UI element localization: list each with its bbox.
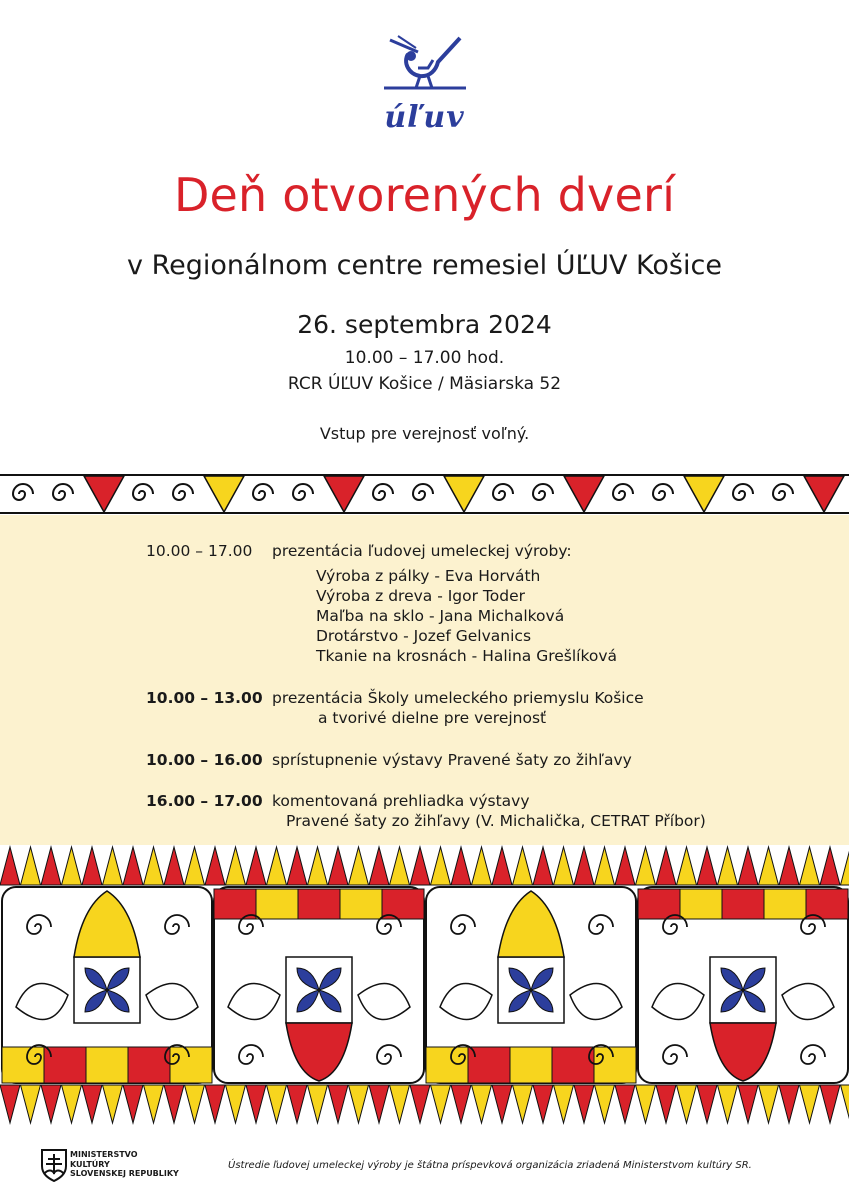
small-triangle-ornament: [554, 847, 574, 885]
small-triangle-ornament: [513, 1085, 533, 1123]
small-triangle-ornament: [287, 847, 307, 885]
small-triangle-ornament: [738, 847, 758, 885]
small-triangle-ornament: [451, 847, 471, 885]
program-time: 10.00 – 17.00: [146, 542, 253, 560]
program-text: prezentácia ľudovej umeleckej výroby:: [272, 542, 572, 560]
small-triangle-ornament: [369, 847, 389, 885]
program-text-continued: a tvorivé dielne pre verejnosť: [318, 709, 547, 727]
program-text: sprístupnenie výstavy Pravené šaty zo žihľavy: [272, 751, 632, 769]
small-triangle-ornament: [431, 1085, 451, 1123]
small-triangle-ornament: [677, 1085, 697, 1123]
program-time: 10.00 – 16.00: [146, 751, 263, 769]
small-triangle-ornament: [390, 1085, 410, 1123]
small-triangle-ornament: [410, 847, 430, 885]
color-cell: [426, 1047, 468, 1083]
program-text: komentovaná prehliadka výstavy: [272, 792, 530, 810]
ministry-line: SLOVENSKEJ REPUBLIKY: [70, 1169, 179, 1178]
small-triangle-ornament: [800, 847, 820, 885]
small-triangle-ornament: [841, 1085, 849, 1123]
color-cell: [340, 889, 382, 919]
small-triangle-ornament: [779, 847, 799, 885]
small-triangle-ornament: [267, 1085, 287, 1123]
small-triangle-ornament: [410, 1085, 430, 1123]
color-cell: [594, 1047, 636, 1083]
small-triangle-ornament: [62, 847, 82, 885]
small-triangle-ornament: [41, 847, 61, 885]
small-triangle-ornament: [615, 847, 635, 885]
slovak-coat-of-arms-icon: [40, 1148, 68, 1182]
small-triangle-ornament: [656, 1085, 676, 1123]
small-triangle-ornament: [62, 1085, 82, 1123]
color-cell: [510, 1047, 552, 1083]
small-triangle-ornament: [328, 847, 348, 885]
small-triangle-ornament: [615, 1085, 635, 1123]
small-triangle-ornament: [82, 847, 102, 885]
small-triangle-ornament: [308, 847, 328, 885]
small-triangle-ornament: [492, 1085, 512, 1123]
color-cell: [128, 1047, 170, 1083]
small-triangle-ornament: [82, 1085, 102, 1123]
bird-logo-icon: [378, 32, 470, 94]
small-triangle-ornament: [246, 847, 266, 885]
small-triangle-ornament: [226, 847, 246, 885]
small-triangle-ornament: [0, 1085, 20, 1123]
small-triangle-ornament: [472, 1085, 492, 1123]
small-triangle-ornament: [472, 847, 492, 885]
ministry-line: KULTÚRY: [70, 1159, 110, 1169]
color-cell: [170, 1047, 212, 1083]
small-triangle-ornament: [123, 847, 143, 885]
small-triangle-ornament: [656, 847, 676, 885]
small-triangle-ornament: [144, 847, 164, 885]
small-triangle-ornament: [697, 1085, 717, 1123]
program-item: Výroba z pálky - Eva Horváth: [316, 567, 541, 585]
program-item: Tkanie na krosnách - Halina Grešlíková: [316, 647, 618, 665]
small-triangle-ornament: [636, 847, 656, 885]
program-item: Drotárstvo - Jozef Gelvanics: [316, 627, 532, 645]
small-triangle-ornament: [820, 847, 840, 885]
small-triangle-ornament: [677, 847, 697, 885]
small-triangle-ornament: [451, 1085, 471, 1123]
color-cell: [298, 889, 340, 919]
small-triangle-ornament: [595, 1085, 615, 1123]
small-triangle-ornament: [0, 847, 20, 885]
small-triangle-ornament: [533, 847, 553, 885]
small-triangle-ornament: [759, 1085, 779, 1123]
ornament-border-top: [0, 474, 849, 514]
small-triangle-ornament: [513, 847, 533, 885]
small-triangle-ornament: [349, 847, 369, 885]
small-triangle-ornament: [738, 1085, 758, 1123]
small-triangle-ornament: [369, 1085, 389, 1123]
small-triangle-ornament: [718, 847, 738, 885]
color-cell: [764, 889, 806, 919]
small-triangle-ornament: [759, 847, 779, 885]
small-triangle-ornament: [164, 847, 184, 885]
entry-note: Vstup pre verejnosť voľný.: [319, 424, 530, 443]
event-place: RCR ÚĽUV Košice / Mäsiarska 52: [287, 374, 562, 394]
program-item: Maľba na sklo - Jana Michalková: [316, 607, 565, 625]
logo-text: úľuv: [384, 100, 465, 135]
small-triangle-ornament: [164, 1085, 184, 1123]
ministry-name: [70, 1150, 179, 1179]
small-triangle-ornament: [574, 847, 594, 885]
color-cell: [86, 1047, 128, 1083]
small-triangle-ornament: [390, 847, 410, 885]
small-triangle-ornament: [431, 847, 451, 885]
small-triangle-ornament: [103, 847, 123, 885]
small-triangle-ornament: [574, 1085, 594, 1123]
small-triangle-ornament: [267, 847, 287, 885]
page-subtitle: v Regionálnom centre remesiel ÚĽUV Košice: [127, 250, 722, 281]
program-text-continued: Pravené šaty zo žihľavy (V. Michalička, CETRAT Příbor): [286, 812, 706, 830]
small-triangle-ornament: [246, 1085, 266, 1123]
color-cell: [552, 1047, 594, 1083]
color-cell: [680, 889, 722, 919]
small-triangle-ornament: [144, 1085, 164, 1123]
small-triangle-ornament: [554, 1085, 574, 1123]
program-time: 16.00 – 17.00: [146, 792, 263, 810]
small-triangle-ornament: [103, 1085, 123, 1123]
small-triangle-ornament: [800, 1085, 820, 1123]
color-cell: [256, 889, 298, 919]
small-triangle-ornament: [205, 847, 225, 885]
small-triangle-ornament: [595, 847, 615, 885]
small-triangle-ornament: [287, 1085, 307, 1123]
small-triangle-ornament: [21, 1085, 41, 1123]
color-cell: [722, 889, 764, 919]
small-triangle-ornament: [185, 1085, 205, 1123]
program-item: Výroba z dreva - Igor Toder: [316, 587, 525, 605]
small-triangle-ornament: [308, 1085, 328, 1123]
small-triangle-ornament: [41, 1085, 61, 1123]
small-triangle-ornament: [205, 1085, 225, 1123]
small-triangle-ornament: [718, 1085, 738, 1123]
small-triangle-ornament: [820, 1085, 840, 1123]
ornament-border-bottom: [0, 845, 849, 1125]
small-triangle-ornament: [185, 847, 205, 885]
small-triangle-ornament: [533, 1085, 553, 1123]
ministry-line: MINISTERSTVO: [70, 1150, 138, 1159]
program-time: 10.00 – 13.00: [146, 689, 263, 707]
small-triangle-ornament: [697, 847, 717, 885]
small-triangle-ornament: [841, 847, 849, 885]
small-triangle-ornament: [349, 1085, 369, 1123]
small-triangle-ornament: [492, 847, 512, 885]
event-date: 26. septembra 2024: [297, 310, 552, 339]
small-triangle-ornament: [123, 1085, 143, 1123]
program-text: prezentácia Školy umeleckého priemyslu Košice: [272, 689, 644, 707]
small-triangle-ornament: [226, 1085, 246, 1123]
small-triangle-ornament: [21, 847, 41, 885]
footer-note: Ústredie ľudovej umeleckej výroby je štátna príspevková organizácia zriadená Ministerstvom kultúry SR.: [228, 1160, 752, 1171]
small-triangle-ornament: [636, 1085, 656, 1123]
event-hours: 10.00 – 17.00 hod.: [344, 348, 505, 368]
small-triangle-ornament: [328, 1085, 348, 1123]
page-title: Deň otvorených dverí: [173, 168, 676, 222]
color-cell: [2, 1047, 44, 1083]
small-triangle-ornament: [779, 1085, 799, 1123]
